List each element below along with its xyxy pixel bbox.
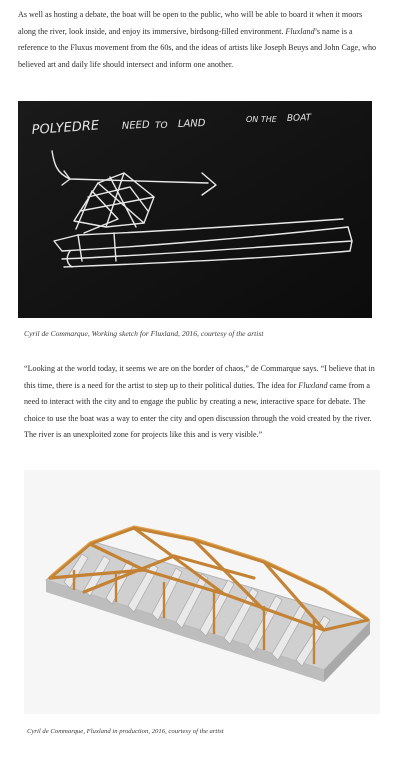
para1-text-b: ’s name is a reference to the Fluxus movement from the 60s, and the ideas of artists like Joseph Beuys and John Cage, who believed art and daily life should intersect and inform one another. <box>18 26 377 69</box>
working-sketch-image <box>18 101 372 318</box>
paragraph-quote <box>24 361 376 444</box>
figure2-caption: Cyril de Commarque, Fluxland in production, 2016, courtesy of the artist <box>27 728 224 735</box>
sketch-word-4: LAND <box>177 118 206 130</box>
sketch-word-1: POLYEDRE <box>31 118 100 138</box>
figure1-caption: Cyril de Commarque, Working sketch for Fluxland, 2016, courtesy of the artist <box>24 329 264 338</box>
sketch-word-3: TO <box>155 121 168 131</box>
para2-fluxland-em: Fluxland <box>298 380 328 390</box>
sketch-drawing <box>18 101 372 318</box>
sketch-word-6: BOAT <box>286 113 312 124</box>
para2-text-b: came from a need to interact with the city and to engage the public by creating a new, interactive space for debate. The choice to use the boat was a way to enter the city and open discussion through the void created by the river. The river is an unexploited zone for projects like this and is very visible.” <box>24 380 372 440</box>
production-render-image <box>24 470 380 714</box>
para1-fluxland-em: Fluxland <box>285 26 315 36</box>
para1-text-a: As well as hosting a debate, the boat will be open to the public, who will be able to board it when it moors along the river, look inside, and enjoy its immersive, birdsong-filled environment. <box>18 10 363 36</box>
sketch-word-5: ON THE <box>246 115 277 124</box>
para2-text-a: “Looking at the world today, it seems we are on the border of chaos,” de Commarque says. “I believe that in this time, there is a need for the artist to step up to their political duties. The idea for <box>24 364 375 390</box>
sketch-word-2: NEED <box>121 119 150 132</box>
paragraph-intro <box>18 7 380 73</box>
boat-render <box>24 470 380 714</box>
